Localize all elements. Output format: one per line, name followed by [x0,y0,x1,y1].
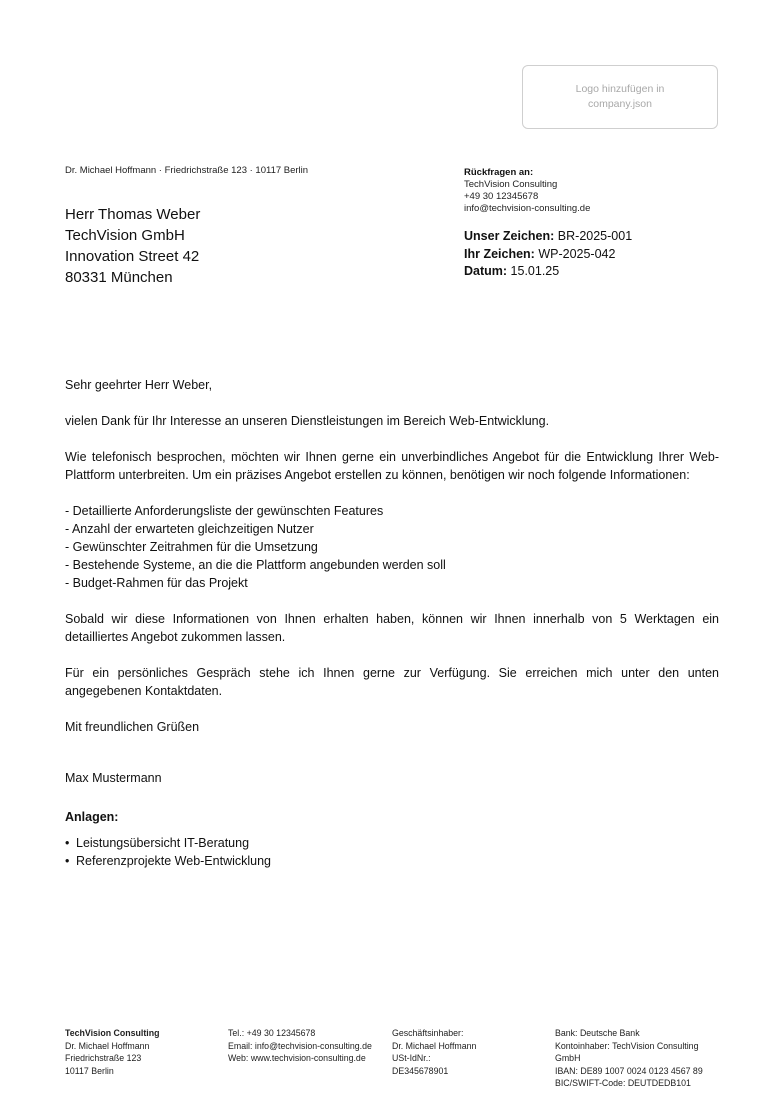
footer-bank-name: Bank: Deutsche Bank [555,1028,640,1038]
footer-city: 10117 Berlin [65,1065,114,1076]
footer-bank [555,1027,725,1090]
recipient-name: Herr Thomas Weber [65,206,201,223]
salutation: Sehr geehrter Herr Weber, [65,378,213,392]
footer-owner-name: Dr. Michael Hoffmann [392,1040,477,1051]
closing: Mit freundlichen Grüßen [65,720,200,734]
footer-company [65,1027,215,1077]
your-reference-value: WP-2025-042 [538,246,616,261]
contact-label: Rückfragen an: [464,167,534,178]
list-item: - Budget-Rahmen für das Projekt [65,576,248,590]
footer-company-name: TechVision Consulting [65,1028,160,1038]
our-reference-value: BR-2025-001 [557,229,633,243]
list-item: - Bestehende Systeme, an die die Plattform angebunden werden soll [65,558,446,572]
requirements-list [65,502,719,592]
date-value: 15.01.25 [510,264,560,278]
footer-contact [228,1027,388,1065]
footer-phone: Tel.: +49 30 12345678 [228,1028,316,1038]
paragraph-1: vielen Dank für Ihr Interesse an unseren Dienstleistungen im Bereich Web-Entwicklung. [65,414,550,428]
letter-date [464,263,754,281]
logo-placeholder-text: Logo hinzufügen in company.json [575,83,665,110]
footer-iban: IBAN: DE89 1007 0024 0123 4567 89 [555,1065,703,1076]
your-reference-label: Ihr Zeichen: [464,246,535,261]
attachments-list [65,834,719,870]
logo-placeholder [522,65,718,129]
signature-name: Max Mustermann [65,771,162,785]
recipient-address [65,204,200,288]
our-reference-label: Unser Zeichen: [464,229,555,243]
sender-return-address: Dr. Michael Hoffmann · Friedrichstraße 123 · 10117 Berlin [65,165,309,176]
your-reference [464,246,754,264]
footer-web: Web: www.techvision-consulting.de [228,1053,366,1063]
list-item: • Leistungsübersicht IT-Beratung [65,834,719,852]
contact-company: TechVision Consulting [464,179,558,190]
reference-block [464,228,754,281]
recipient-city: 80331 München [65,269,173,286]
footer-legal [392,1027,547,1077]
paragraph-3: Sobald wir diese Informationen von Ihnen erhalten haben, können wir Ihnen innerhalb von 5 Werktagen ein detailliertes Angebot zukommen lassen. [65,612,719,644]
attachments-title: Anlagen: [65,810,119,824]
footer-bic: BIC/SWIFT-Code: DEUTDEDB101 [555,1078,691,1088]
footer-account-holder: Kontoinhaber: TechVision Consulting GmbH [555,1040,699,1063]
footer-owner: Dr. Michael Hoffmann [65,1040,150,1051]
list-item: - Detaillierte Anforderungsliste der gewünschten Features [65,504,384,518]
paragraph-2: Wie telefonisch besprochen, möchten wir Ihnen gerne ein unverbindliches Angebot für die Entwicklung Ihrer Web-Plattform unterbreiten. Um ein präzises Angebot erstellen zu können, benötigen wir noch folgende Informationen: [65,450,719,482]
footer-vat-id: DE345678901 [392,1065,449,1076]
paragraph-4: Für ein persönliches Gespräch stehe ich Ihnen gerne zur Verfügung. Sie erreichen mich unter den unten angegebenen Kontaktdaten. [65,666,719,698]
footer-owner-label: Geschäftsinhaber: [392,1028,464,1038]
date-label: Datum: [464,264,508,278]
list-item: • Referenzprojekte Web-Entwicklung [65,852,719,870]
recipient-street: Innovation Street 42 [65,248,200,265]
footer-street: Friedrichstraße 123 [65,1053,142,1063]
list-item: - Gewünschter Zeitrahmen für die Umsetzung [65,540,318,554]
footer-vat-label: USt-IdNr.: [392,1053,431,1063]
list-item: - Anzahl der erwarteten gleichzeitigen Nutzer [65,522,314,536]
contact-email: info@techvision-consulting.de [464,203,591,214]
info-block [464,167,754,281]
letter-body [65,376,719,870]
contact-phone: +49 30 12345678 [464,191,539,202]
recipient-company: TechVision GmbH [65,227,185,244]
our-reference [464,228,754,246]
footer-email: Email: info@techvision-consulting.de [228,1040,372,1051]
